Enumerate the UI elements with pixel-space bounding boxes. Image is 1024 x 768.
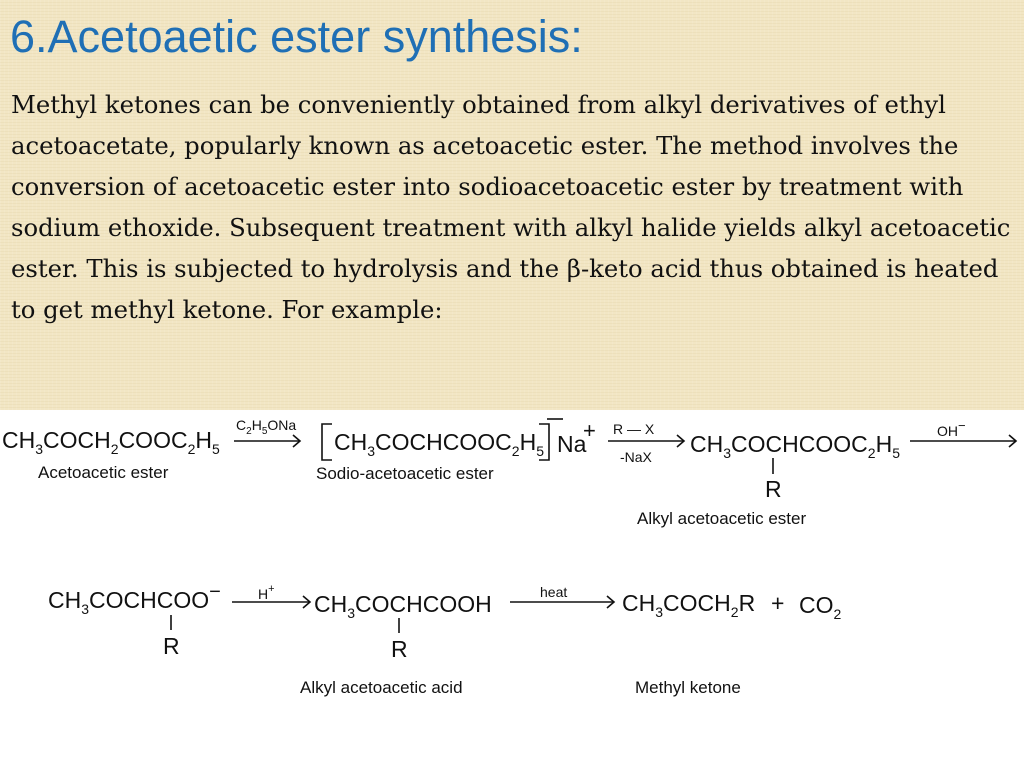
reaction-scheme-diagram — [0, 410, 1024, 768]
sodium-counter-ion: Na — [557, 431, 587, 457]
byproduct-sodium-halide: -NaX — [620, 449, 652, 465]
reagent-heat: heat — [540, 584, 568, 600]
reagent-sodium-ethoxide: $C_2H_5ONa$ — [236, 417, 297, 437]
methyl-ketone-formula: $CH_3COCH_2R$ — [622, 590, 756, 620]
alkyl-acetoacetic-acid-label: Alkyl acetoacetic acid — [300, 678, 463, 697]
sodio-acetoacetic-ester-label: Sodio-acetoacetic ester — [316, 464, 494, 483]
alkyl-acetoacetic-ester-label: Alkyl acetoacetic ester — [637, 509, 807, 528]
keto-carboxylate-formula: $CH_3COCHCOO-$ — [48, 581, 221, 617]
plus-sign: + — [771, 590, 785, 616]
reagent-acid: H+ — [258, 583, 275, 602]
alkyl-group-r: R — [765, 476, 782, 502]
slide-title: 6.Acetoaetic ester synthesis: — [10, 11, 583, 62]
alkyl-group-r-acid: R — [391, 636, 408, 662]
reagent-hydroxide: OH− — [937, 418, 966, 439]
acetoacetic-ester-formula: $CH_3COCH_2COOC_2H_5$ — [2, 427, 220, 457]
alkyl-acetoacetic-ester-formula: $CH_3COCHCOOC_2H_5$ — [690, 431, 900, 461]
positive-charge: + — [583, 418, 596, 443]
alkyl-group-r-carboxylate: R — [163, 633, 180, 659]
reaction-scheme — [0, 410, 1024, 768]
methyl-ketone-label: Methyl ketone — [635, 678, 741, 697]
body-paragraph: Methyl ketones can be conveniently obtained from alkyl derivatives of ethyl acetoacetate, popularly known as acetoacetic ester. The method involves the conversion of acetoacetic ester into sodioacetoacetic ester by treatment with sodium ethoxide. Subsequent treatment with alkyl halide yields alkyl acetoacetic ester. This is subjected to hydrolysis and the β-keto acid thus obtained is heated to get methyl ketone. For example: — [11, 90, 1011, 324]
sodio-acetoacetic-ester-formula: $CH_3COCHCOOC_2H_5$ — [334, 429, 544, 459]
alkyl-acetoacetic-acid-formula: $CH_3COCHCOOH$ — [314, 591, 492, 621]
reagent-alkyl-halide: R — X — [613, 421, 655, 437]
acetoacetic-ester-label: Acetoacetic ester — [38, 463, 169, 482]
carbon-dioxide-formula: $CO_2$ — [799, 592, 842, 622]
